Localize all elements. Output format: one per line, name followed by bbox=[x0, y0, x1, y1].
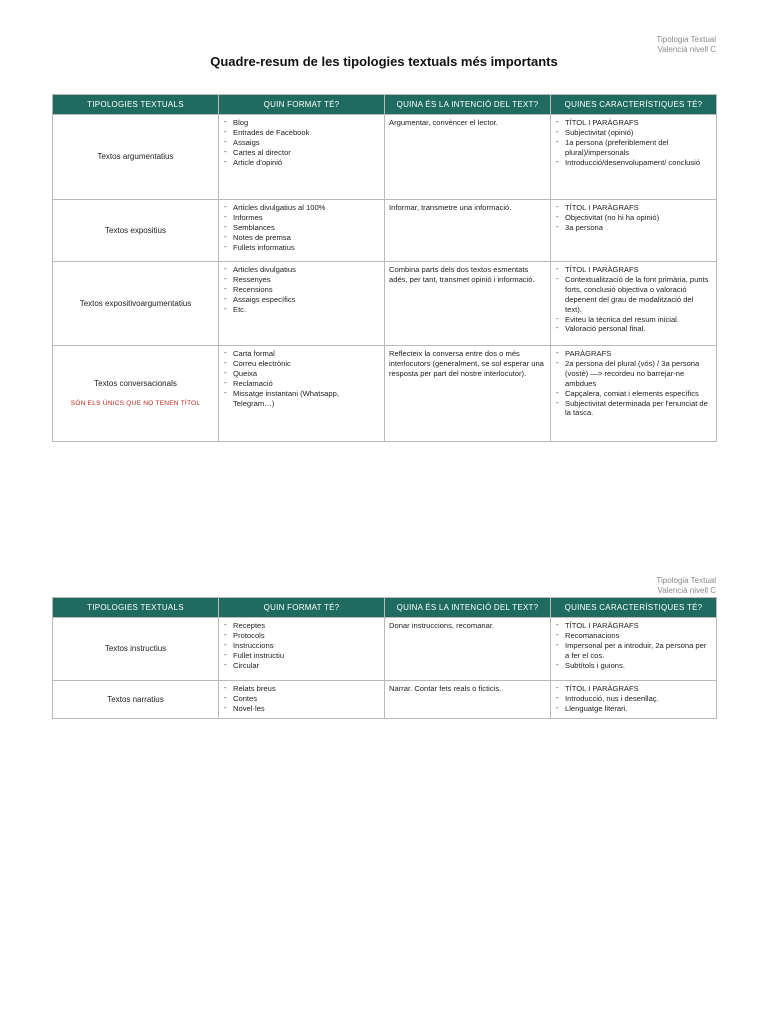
list-item: - Relats breus bbox=[223, 684, 380, 694]
list-item: - Capçalera, comiat i elements específics bbox=[555, 389, 712, 399]
list-item: - Valoració personal final. bbox=[555, 324, 712, 334]
column-header-intention: QUINA ÉS LA INTENCIÓ DEL TEXT? bbox=[385, 95, 551, 115]
table-row bbox=[53, 262, 717, 346]
table-header-row bbox=[53, 598, 717, 618]
list-item: - PARÀGRAFS bbox=[555, 349, 712, 359]
typology-cell bbox=[53, 346, 219, 442]
list-item: - Notes de premsa bbox=[223, 233, 380, 243]
list-item: - Introducció, nus i desenllaç. bbox=[555, 694, 712, 704]
page-header bbox=[656, 35, 716, 55]
column-header-typology: TIPOLOGIES TEXTUALS bbox=[53, 598, 219, 618]
intention-cell: Donar instruccions, recomanar. bbox=[385, 618, 551, 681]
typology-cell: Textos argumentatius bbox=[53, 115, 219, 200]
list-item: - Impersonal per a introduir, 2a persona per a fer el cos. bbox=[555, 641, 712, 661]
list-item: - Missatge instantani (Whatsapp, Telegram…) bbox=[223, 389, 380, 409]
list-item: - Receptes bbox=[223, 621, 380, 631]
list-item: - Cartes al director bbox=[223, 148, 380, 158]
page-header-2 bbox=[656, 576, 716, 596]
format-cell bbox=[219, 681, 385, 719]
list-item: - Llenguatge literari. bbox=[555, 704, 712, 714]
list-item: - Ressenyes bbox=[223, 275, 380, 285]
format-cell bbox=[219, 346, 385, 442]
table-row bbox=[53, 681, 717, 719]
column-header-intention: QUINA ÉS LA INTENCIÓ DEL TEXT? bbox=[385, 598, 551, 618]
intention-cell: Narrar. Contar fets reals o ficticis. bbox=[385, 681, 551, 719]
column-header-typology: TIPOLOGIES TEXTUALS bbox=[53, 95, 219, 115]
list-item: - TÍTOL I PARÀGRAFS bbox=[555, 684, 712, 694]
features-cell bbox=[551, 115, 717, 200]
list-item: - Circular bbox=[223, 661, 380, 671]
list-item: - Articles divulgatius al 100% bbox=[223, 203, 380, 213]
list-item: - 1a persona (preferiblement del plural)/impersonals bbox=[555, 138, 712, 158]
format-cell bbox=[219, 262, 385, 346]
typology-table-1 bbox=[52, 94, 717, 442]
intention-cell: Combina parts dels dos textos esmentats adés, per tant, transmet opinió i informació. bbox=[385, 262, 551, 346]
list-item: - Objectivitat (no hi ha opinió) bbox=[555, 213, 712, 223]
features-cell bbox=[551, 262, 717, 346]
list-item: - Fullets informatius bbox=[223, 243, 380, 253]
column-header-features: QUINES CARACTERÍSTIQUES TÉ? bbox=[551, 598, 717, 618]
header-subject: Tipologia Textual bbox=[656, 35, 716, 44]
typology-table-2 bbox=[52, 597, 717, 719]
table-row bbox=[53, 200, 717, 262]
column-header-format: QUIN FORMAT TÉ? bbox=[219, 598, 385, 618]
header-subject: Tipologia Textual bbox=[656, 576, 716, 585]
list-item: - Protocols bbox=[223, 631, 380, 641]
list-item: - Fullet instructiu bbox=[223, 651, 380, 661]
format-cell bbox=[219, 200, 385, 262]
list-item: - Introducció/desenvolupament/ conclusió bbox=[555, 158, 712, 168]
features-cell bbox=[551, 681, 717, 719]
features-cell bbox=[551, 200, 717, 262]
list-item: - Subtítols i guions. bbox=[555, 661, 712, 671]
list-item: - Entrades de Facebook bbox=[223, 128, 380, 138]
features-cell bbox=[551, 618, 717, 681]
format-cell bbox=[219, 618, 385, 681]
list-item: - Queixa bbox=[223, 369, 380, 379]
list-item: - 3a persona bbox=[555, 223, 712, 233]
intention-cell: Reflecteix la conversa entre dos o més interlocutors (generalment, se sol esperar una resposta per part del nostre interlocutor). bbox=[385, 346, 551, 442]
list-item: - Informes bbox=[223, 213, 380, 223]
list-item: - TÍTOL I PARÀGRAFS bbox=[555, 118, 712, 128]
list-item: - Subjectivitat (opinió) bbox=[555, 128, 712, 138]
list-item: - Novel·les bbox=[223, 704, 380, 714]
list-item: - Article d'opinió bbox=[223, 158, 380, 168]
list-item: - Recomanacions bbox=[555, 631, 712, 641]
column-header-features: QUINES CARACTERÍSTIQUES TÉ? bbox=[551, 95, 717, 115]
typology-cell: Textos expositivoargumentatius bbox=[53, 262, 219, 346]
list-item: - TÍTOL I PARÀGRAFS bbox=[555, 621, 712, 631]
list-item: - Blog bbox=[223, 118, 380, 128]
list-item: - Subjectivitat determinada per l'enunciat de la tasca. bbox=[555, 399, 712, 419]
header-level: Valencià nivell C bbox=[657, 45, 716, 54]
list-item: - Correu electrònic bbox=[223, 359, 380, 369]
list-item: - TÍTOL I PARÀGRAFS bbox=[555, 265, 712, 275]
table-row bbox=[53, 346, 717, 442]
list-item: - 2a persona del plural (vós) / 3a persona (vostè) —> recordeu no barrejar-ne ambdues bbox=[555, 359, 712, 389]
list-item: - Assaigs específics bbox=[223, 295, 380, 305]
list-item: - Contextualització de la font primària, punts forts, conclusió objectiva o valoració depenent del grau de modalització del text). bbox=[555, 275, 712, 315]
intention-cell: Informar, transmetre una informació. bbox=[385, 200, 551, 262]
list-item: - Carta formal bbox=[223, 349, 380, 359]
list-item: - Semblances bbox=[223, 223, 380, 233]
header-level: Valencià nivell C bbox=[657, 586, 716, 595]
list-item: - Reclamació bbox=[223, 379, 380, 389]
page-title: Quadre-resum de les tipologies textuals més importants bbox=[210, 54, 558, 69]
list-item: - Articles divulgatius bbox=[223, 265, 380, 275]
list-item: - Contes bbox=[223, 694, 380, 704]
list-item: - Recensions bbox=[223, 285, 380, 295]
intention-cell: Argumentar, convèncer el lector. bbox=[385, 115, 551, 200]
typology-cell: Textos instructius bbox=[53, 618, 219, 681]
list-item: - Assaigs bbox=[223, 138, 380, 148]
features-cell bbox=[551, 346, 717, 442]
typology-cell: Textos expositius bbox=[53, 200, 219, 262]
format-cell bbox=[219, 115, 385, 200]
typology-label: Textos conversacionals bbox=[94, 378, 177, 388]
list-item: - TÍTOL I PARÀGRAFS bbox=[555, 203, 712, 213]
list-item: - Instruccions bbox=[223, 641, 380, 651]
table-header-row bbox=[53, 95, 717, 115]
typology-cell: Textos narratius bbox=[53, 681, 219, 719]
table-row bbox=[53, 115, 717, 200]
list-item: - Etc. bbox=[223, 305, 380, 315]
typology-note: SÓN ELS ÚNICS QUE NO TENEN TÍTOL bbox=[70, 399, 201, 407]
table-row bbox=[53, 618, 717, 681]
list-item: - Eviteu la tècnica del resum inicial. bbox=[555, 315, 712, 325]
column-header-format: QUIN FORMAT TÉ? bbox=[219, 95, 385, 115]
